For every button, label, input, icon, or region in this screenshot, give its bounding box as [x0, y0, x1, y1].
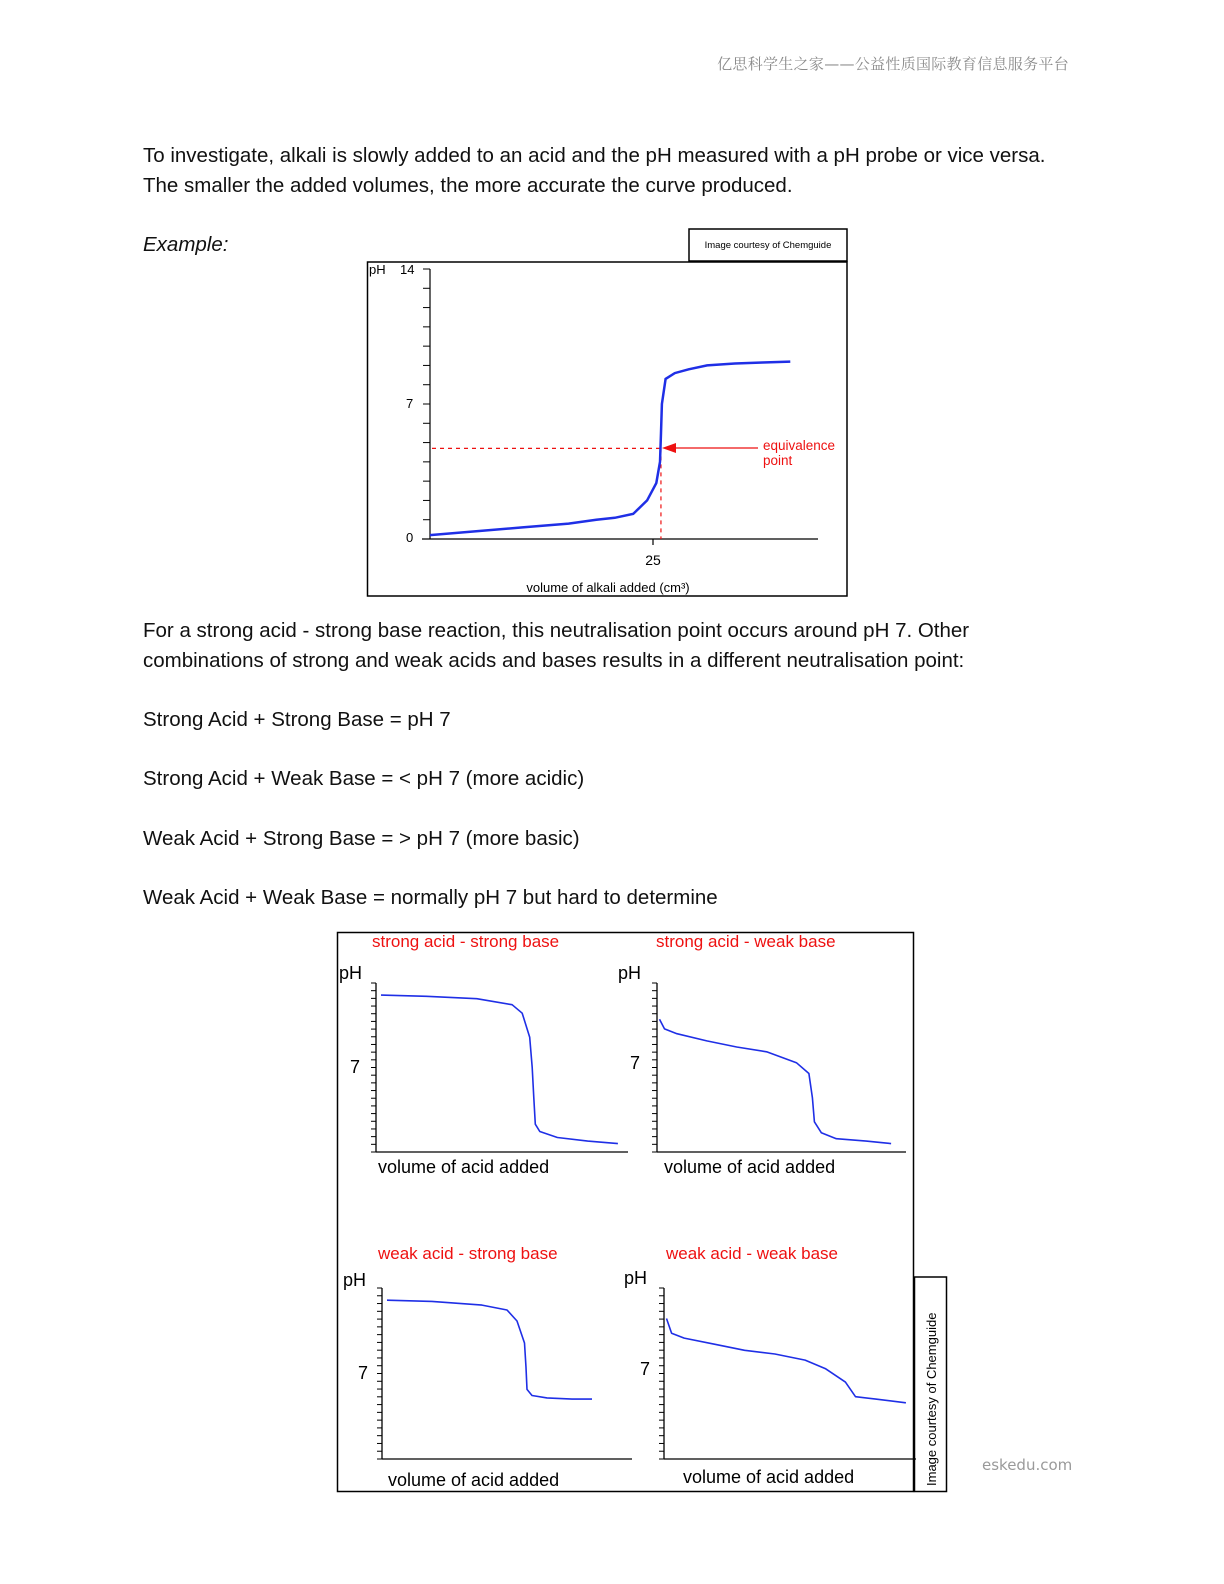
example-label: Example: [143, 233, 229, 256]
panel-y-label: pH [624, 1268, 648, 1288]
y-tick-label-14: 14 [400, 262, 415, 277]
panel-y-label: pH [343, 1270, 367, 1290]
panel-curve-line [387, 1300, 592, 1399]
panel-weak-acid-strong-base [343, 1244, 632, 1490]
panel-x-label: volume of acid added [683, 1467, 855, 1487]
panel-y-tick-7: 7 [630, 1053, 641, 1073]
x-tick-label-25: 25 [645, 552, 661, 568]
equivalence-label-line2: point [763, 453, 793, 468]
panel-title: weak acid - strong base [378, 1244, 558, 1263]
panel-title: strong acid - strong base [372, 932, 560, 951]
charts-frame [338, 933, 914, 1492]
combo-strong-strong: Strong Acid + Strong Base = pH 7 [143, 708, 451, 731]
page-footer: eskedu.com [982, 1456, 1073, 1474]
panel-curve-line [381, 995, 618, 1144]
credit-label: Image courtesy of Chemguide [704, 240, 832, 251]
panel-x-label: volume of acid added [378, 1157, 550, 1177]
y-axis-label: pH [369, 262, 386, 277]
combination-charts [336, 931, 950, 1495]
y-tick-label-0: 0 [406, 530, 414, 545]
combo-strong-weak: Strong Acid + Weak Base = < pH 7 (more acidic) [143, 767, 585, 790]
panel-y-tick-7: 7 [358, 1363, 369, 1383]
panel-y-tick-7: 7 [350, 1057, 361, 1077]
x-axis-label: volume of alkali added (cm³) [526, 580, 690, 595]
panel-y-tick-7: 7 [640, 1359, 651, 1379]
y-axis-ticks [423, 269, 430, 539]
panel-title: weak acid - weak base [666, 1244, 838, 1263]
panel-strong-acid-strong-base [339, 932, 628, 1177]
panel-curve-line [667, 1319, 906, 1403]
intro-paragraph: To investigate, alkali is slowly added to an acid and the pH measured with a pH probe or vice versa. The smaller the added volumes, the more accurate the curve produced. [143, 144, 1046, 197]
panel-strong-acid-weak-base [618, 932, 906, 1177]
panel-title: strong acid - weak base [656, 932, 836, 951]
neutralisation-paragraph: For a strong acid - strong base reaction, this neutralisation point occurs around pH 7. Other combinations of strong and weak acids and bases results in a different neutralisation point: [143, 619, 970, 672]
page-header: 亿思科学生之家——公益性质国际教育信息服务平台 [717, 55, 1069, 73]
y-tick-label-7: 7 [406, 396, 414, 411]
panel-y-label: pH [339, 963, 363, 983]
combo-weak-strong: Weak Acid + Strong Base = > pH 7 (more basic) [143, 827, 580, 850]
panel-curve-line [660, 1019, 892, 1143]
panel-y-label: pH [618, 963, 642, 983]
titration-chart [366, 228, 850, 598]
combo-weak-weak: Weak Acid + Weak Base = normally pH 7 but hard to determine [143, 886, 718, 909]
panel-x-label: volume of acid added [664, 1157, 836, 1177]
panel-x-label: volume of acid added [388, 1470, 560, 1490]
charts-credit-label: Image courtesy of Chemguide [924, 1312, 939, 1486]
equivalence-label-line1: equivalence [763, 438, 836, 453]
equivalence-arrow-head [662, 443, 676, 453]
chart-frame [368, 262, 848, 596]
panel-weak-acid-weak-base [624, 1244, 916, 1487]
